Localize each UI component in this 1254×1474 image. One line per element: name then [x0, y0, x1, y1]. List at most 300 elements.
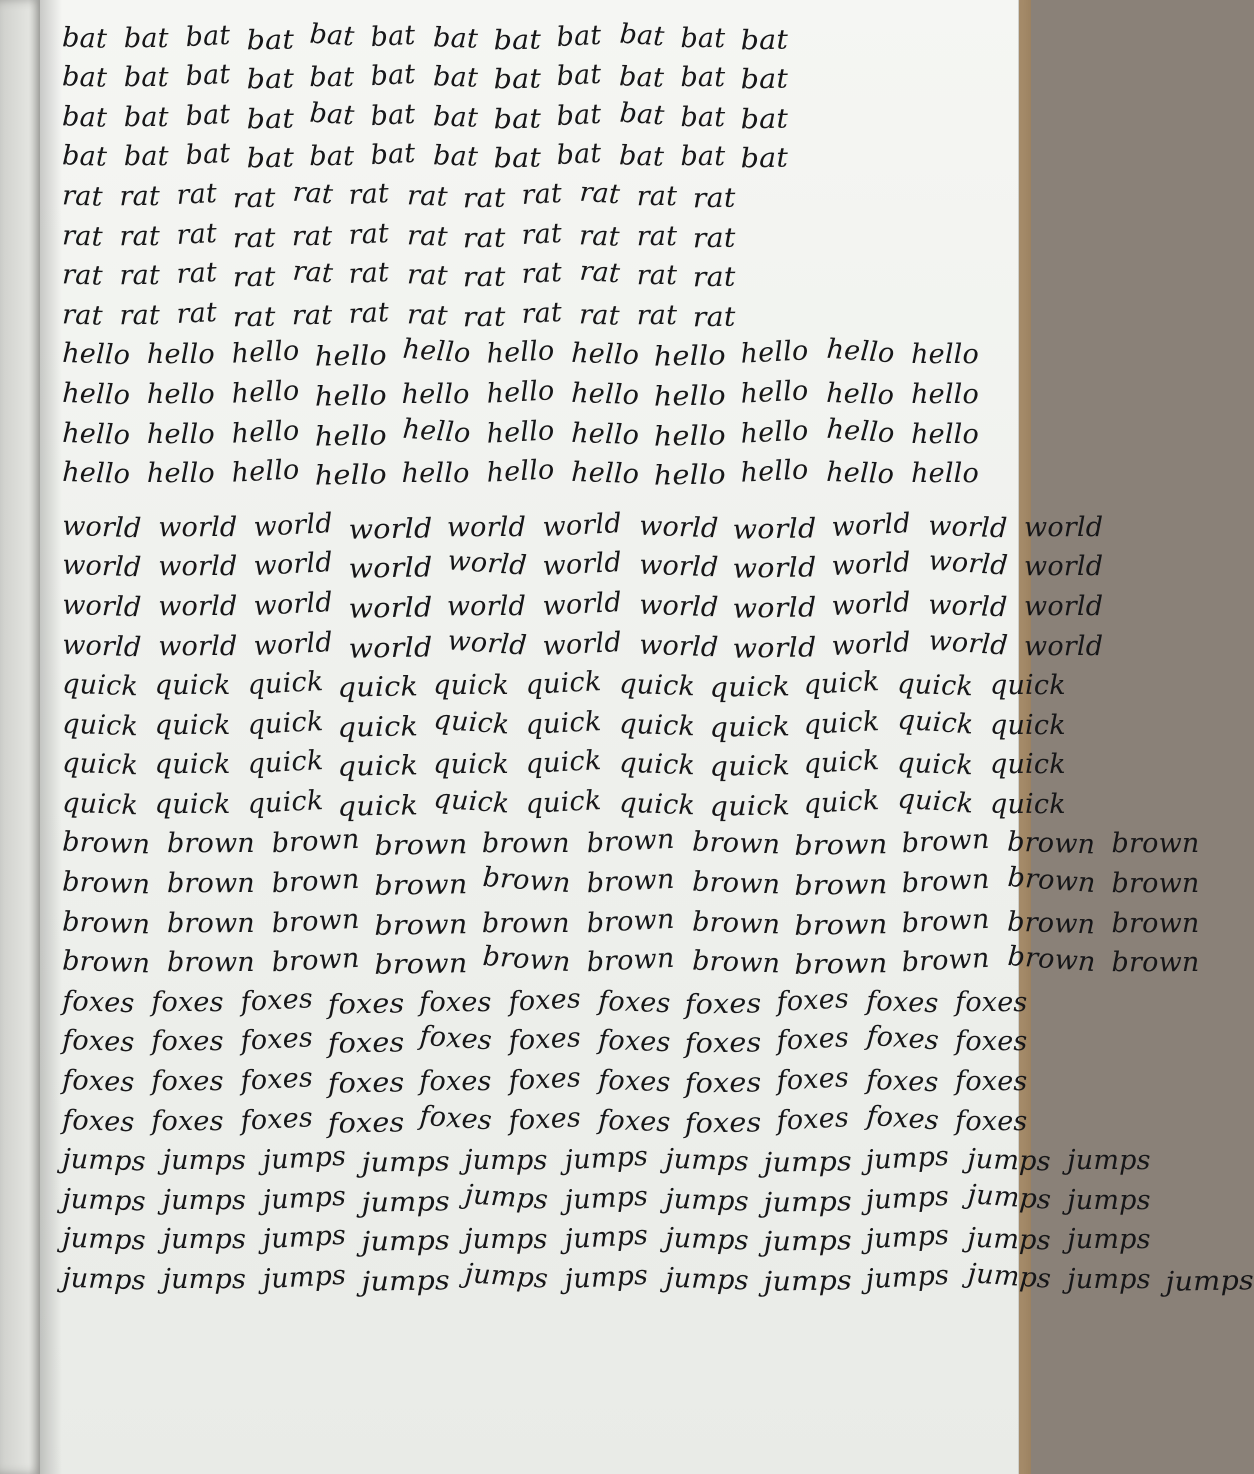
handwritten-word: quick — [61, 787, 139, 822]
handwritten-word: hello — [314, 380, 387, 413]
handwritten-word: hello — [911, 339, 979, 371]
handwritten-word: bat — [555, 138, 602, 172]
handwritten-word: brown — [270, 903, 361, 939]
handwritten-word: bat — [309, 141, 355, 173]
handwritten-word: foxes — [327, 1027, 405, 1061]
handwritten-line — [61, 939, 1200, 982]
handwritten-line — [62, 331, 1012, 371]
handwritten-word: hello — [911, 418, 979, 450]
handwritten-line — [61, 741, 1066, 783]
handwritten-word: foxes — [955, 1026, 1028, 1058]
handwritten-word: quick — [61, 747, 139, 782]
handwritten-word: jumps — [463, 1258, 550, 1295]
handwritten-word: hello — [314, 459, 387, 492]
handwritten-word: rat — [636, 180, 678, 212]
handwritten-word: bat — [555, 19, 602, 53]
handwritten-word: world — [638, 629, 720, 663]
handwritten-word: quick — [618, 787, 696, 822]
handwritten-word: bat — [308, 97, 356, 132]
handwritten-word: brown — [793, 908, 888, 942]
handwritten-word: bat — [308, 18, 356, 53]
handwritten-word: hello — [401, 334, 472, 370]
handwritten-word: rat — [232, 182, 277, 215]
handwritten-word: brown — [270, 863, 361, 900]
handwritten-word: quick — [524, 784, 603, 820]
handwritten-word: brown — [481, 862, 572, 900]
handwritten-line — [61, 370, 1012, 413]
handwritten-word: foxes — [865, 1020, 940, 1057]
handwritten-word: foxes — [327, 1067, 405, 1100]
handwritten-line — [61, 622, 1104, 665]
handwritten-word: foxes — [955, 986, 1028, 1018]
handwritten-word: world — [732, 592, 818, 625]
handwritten-word: foxes — [507, 982, 582, 1018]
handwritten-word: hello — [401, 458, 470, 490]
handwritten-word: foxes — [151, 986, 224, 1018]
handwritten-word: world — [446, 511, 527, 543]
handwritten-word: jumps — [162, 1184, 247, 1216]
handwritten-word: hello — [911, 378, 979, 410]
handwritten-word: jumps — [563, 1259, 649, 1296]
handwritten-line — [61, 291, 1012, 334]
handwritten-word: hello — [61, 456, 131, 491]
handwritten-word: quick — [524, 666, 603, 702]
handwritten-word: jumps — [563, 1220, 649, 1256]
handwritten-word: rat — [175, 296, 218, 330]
handwritten-word: foxes — [775, 1022, 850, 1058]
handwritten-word: hello — [571, 338, 641, 372]
handwritten-word: world — [732, 512, 818, 546]
handwritten-word: rat — [232, 261, 277, 294]
handwritten-word: brown — [61, 906, 151, 941]
handwritten-word: bat — [432, 21, 479, 55]
handwritten-word: hello — [146, 339, 215, 371]
handwritten-word: bat — [245, 24, 294, 57]
handwritten-word: quick — [896, 783, 975, 820]
handwritten-word: quick — [708, 671, 790, 704]
handwritten-line — [61, 859, 1200, 902]
handwritten-word: bat — [370, 59, 417, 93]
handwritten-word: quick — [154, 670, 231, 702]
handwritten-word: bat — [245, 63, 294, 96]
handwritten-word: quick — [618, 708, 696, 743]
handwritten-word: jumps — [664, 1262, 750, 1297]
handwritten-word: bat — [245, 103, 294, 136]
handwritten-word: foxes — [419, 986, 492, 1018]
handwritten-word: hello — [740, 335, 810, 371]
handwritten-word: jumps — [61, 1222, 147, 1257]
handwritten-line — [61, 978, 1028, 1021]
handwritten-word: quick — [433, 670, 509, 702]
handwritten-word: bat — [123, 22, 169, 54]
handwritten-word: quick — [246, 705, 324, 741]
handwritten-word: world — [253, 547, 334, 583]
handwritten-word: bat — [740, 24, 789, 57]
line-gap — [62, 489, 1012, 503]
handwritten-word: foxes — [239, 1062, 314, 1097]
handwritten-word: foxes — [865, 1100, 940, 1137]
handwritten-word: world — [253, 626, 334, 662]
handwritten-word: world — [347, 552, 433, 586]
handwritten-word: brown — [900, 863, 990, 900]
handwritten-word: jumps — [261, 1259, 347, 1296]
handwritten-word: brown — [793, 948, 888, 982]
handwritten-word: world — [732, 631, 818, 665]
handwritten-word: rat — [462, 222, 507, 254]
handwritten-line — [61, 701, 1066, 744]
handwritten-word: foxes — [865, 1064, 939, 1099]
handwritten-word: brown — [373, 948, 468, 982]
handwritten-word: rat — [61, 259, 104, 292]
handwritten-word: quick — [803, 784, 881, 820]
handwritten-word: world — [158, 511, 238, 543]
handwritten-word: jumps — [1067, 1264, 1151, 1295]
handwritten-word: foxes — [151, 1066, 224, 1098]
handwritten-word: quick — [708, 710, 790, 744]
handwritten-word: jumps — [261, 1141, 347, 1177]
handwritten-word: jumps — [966, 1143, 1051, 1178]
handwritten-word: rat — [291, 220, 333, 252]
handwritten-word: hello — [146, 418, 215, 450]
handwritten-word: rat — [520, 296, 563, 330]
handwritten-line — [62, 450, 1012, 490]
handwritten-word: jumps — [162, 1145, 247, 1177]
handwritten-word: rat — [406, 219, 449, 253]
handwritten-word: hello — [740, 414, 810, 450]
handwritten-word: quick — [432, 783, 511, 820]
handwritten-word: rat — [462, 261, 507, 294]
handwritten-word: brown — [900, 824, 990, 860]
handwritten-word: brown — [166, 828, 255, 860]
handwritten-word: brown — [691, 945, 781, 980]
handwritten-word: hello — [401, 413, 472, 449]
handwritten-word: rat — [578, 219, 621, 253]
handwritten-word: rat — [462, 182, 507, 215]
handwritten-word: rat — [578, 255, 622, 290]
handwritten-line — [61, 172, 1012, 215]
handwritten-word: bat — [680, 62, 726, 94]
handwritten-word: jumps — [61, 1262, 147, 1297]
handwritten-word: quick — [803, 666, 881, 702]
handwritten-word: world — [1024, 551, 1104, 583]
handwritten-line — [61, 780, 1066, 823]
handwritten-line — [61, 662, 1066, 704]
handwritten-word: jumps — [464, 1224, 548, 1256]
handwritten-word: quick — [337, 790, 419, 823]
handwritten-word: foxes — [239, 1022, 314, 1058]
handwritten-word: jumps — [762, 1186, 852, 1219]
handwritten-word: foxes — [61, 1064, 136, 1099]
handwritten-line — [62, 133, 1012, 173]
handwritten-word: rat — [348, 257, 391, 291]
handwritten-line — [61, 1216, 1151, 1259]
handwritten-line — [61, 1176, 1151, 1219]
handwritten-word: bat — [618, 61, 665, 94]
handwritten-word: jumps — [762, 1146, 852, 1179]
handwritten-word: bat — [555, 59, 602, 93]
handwritten-word: jumps — [360, 1146, 450, 1179]
handwritten-word: foxes — [684, 988, 762, 1021]
handwritten-word: hello — [146, 378, 215, 410]
handwritten-word: quick — [708, 790, 790, 823]
handwritten-word: bat — [309, 62, 355, 94]
handwritten-word: quick — [803, 745, 881, 781]
handwritten-word: world — [158, 590, 238, 622]
handwritten-line — [61, 93, 1012, 136]
handwritten-word: hello — [61, 338, 131, 372]
handwritten-word: brown — [585, 903, 676, 939]
handwritten-word: foxes — [61, 1104, 136, 1138]
handwritten-word: quick — [154, 788, 231, 820]
handwritten-word: hello — [571, 417, 641, 451]
handwritten-word: jumps — [864, 1180, 950, 1216]
handwritten-word: bat — [184, 138, 231, 172]
handwritten-word: rat — [520, 257, 563, 291]
handwritten-word: bat — [432, 101, 479, 134]
handwritten-word: jumps — [864, 1259, 950, 1296]
handwritten-word: hello — [230, 375, 301, 410]
handwritten-word: foxes — [597, 985, 671, 1020]
handwritten-word: brown — [691, 866, 781, 901]
handwritten-line — [61, 1137, 1151, 1179]
handwritten-word: quick — [803, 705, 881, 741]
handwritten-word: bat — [370, 138, 417, 172]
handwritten-word: hello — [485, 414, 555, 450]
handwritten-line — [62, 212, 1012, 252]
handwritten-word: hello — [653, 419, 727, 453]
handwritten-word: jumps — [1164, 1265, 1254, 1298]
handwritten-word: hello — [571, 377, 641, 412]
handwritten-word: world — [253, 586, 334, 622]
handwritten-word: foxes — [61, 1025, 136, 1059]
handwritten-word: bat — [618, 97, 666, 132]
handwritten-word: brown — [1006, 906, 1096, 941]
handwritten-word: foxes — [955, 1105, 1028, 1137]
handwritten-line — [61, 1018, 1028, 1061]
handwritten-word: rat — [175, 257, 218, 291]
handwritten-text-block — [61, 14, 1254, 1298]
handwritten-word: world — [1024, 511, 1104, 543]
handwritten-word: rat — [348, 217, 391, 251]
handwritten-word: jumps — [762, 1265, 852, 1298]
handwritten-word: jumps — [1067, 1224, 1151, 1256]
handwritten-word: rat — [406, 180, 449, 213]
handwritten-word: brown — [373, 908, 468, 942]
handwritten-word: rat — [175, 177, 218, 212]
handwritten-word: quick — [896, 704, 975, 741]
handwritten-word: hello — [653, 380, 727, 413]
handwritten-word: bat — [740, 63, 789, 96]
handwritten-word: quick — [154, 709, 231, 741]
handwritten-word: world — [638, 510, 720, 545]
handwritten-word: quick — [989, 670, 1066, 702]
handwritten-word: foxes — [418, 1020, 494, 1057]
handwritten-word: brown — [1006, 826, 1096, 861]
handwritten-word: world — [638, 589, 720, 624]
handwritten-line — [61, 820, 1200, 863]
handwritten-word: bat — [245, 142, 294, 175]
handwritten-word: brown — [585, 942, 676, 979]
handwritten-word: rat — [636, 260, 678, 292]
handwritten-word: jumps — [162, 1224, 247, 1256]
handwritten-word: jumps — [864, 1141, 950, 1177]
page-gutter-shadow — [40, 0, 62, 1474]
handwritten-word: brown — [61, 945, 151, 980]
handwritten-word: jumps — [162, 1264, 247, 1295]
handwritten-word: foxes — [597, 1064, 671, 1099]
handwritten-word: world — [927, 545, 1009, 583]
handwritten-word: brown — [166, 947, 255, 979]
handwritten-line — [61, 14, 1012, 57]
handwritten-word: jumps — [563, 1180, 649, 1216]
handwritten-word: brown — [585, 824, 676, 860]
handwritten-word: foxes — [507, 1022, 582, 1058]
handwritten-word: foxes — [597, 1025, 671, 1059]
handwritten-word: bat — [123, 62, 169, 94]
handwritten-word: bat — [740, 142, 789, 175]
handwritten-word: rat — [578, 176, 622, 211]
handwritten-word: rat — [462, 301, 507, 334]
handwritten-word: bat — [184, 19, 231, 53]
handwritten-word: bat — [61, 140, 108, 174]
handwritten-word: hello — [653, 340, 727, 373]
handwritten-word: rat — [692, 182, 737, 215]
handwritten-word: jumps — [966, 1222, 1051, 1257]
handwritten-word: brown — [481, 907, 570, 939]
handwritten-word: world — [541, 586, 623, 622]
handwritten-word: world — [158, 551, 238, 583]
handwritten-word: foxes — [684, 1106, 762, 1140]
handwritten-word: bat — [370, 19, 417, 53]
handwritten-word: foxes — [865, 985, 939, 1020]
handwritten-word: quick — [337, 671, 419, 704]
handwritten-word: bat — [61, 61, 108, 94]
handwritten-word: foxes — [775, 1062, 850, 1097]
handwritten-word: foxes — [955, 1066, 1028, 1098]
handwritten-word: quick — [246, 784, 324, 820]
handwritten-word: hello — [230, 454, 301, 489]
handwritten-word: rat — [692, 222, 737, 254]
handwritten-word: hello — [314, 419, 387, 453]
handwritten-word: brown — [481, 828, 570, 860]
handwritten-line — [61, 410, 1012, 453]
handwritten-word: rat — [636, 220, 678, 252]
handwritten-word: brown — [166, 868, 255, 900]
handwritten-word: world — [61, 629, 142, 663]
handwritten-word: jumps — [61, 1183, 147, 1218]
handwritten-word: world — [347, 512, 433, 546]
handwritten-word: jumps — [261, 1220, 347, 1256]
handwritten-word: foxes — [327, 988, 405, 1021]
handwritten-word: jumps — [563, 1141, 649, 1177]
handwritten-word: quick — [618, 668, 696, 703]
handwritten-word: bat — [184, 59, 231, 93]
handwritten-word: foxes — [151, 1026, 224, 1058]
handwritten-word: foxes — [775, 1101, 850, 1137]
handwritten-word: brown — [373, 869, 468, 902]
handwritten-word: world — [158, 630, 238, 662]
handwritten-word: brown — [691, 906, 781, 941]
handwritten-word: quick — [61, 708, 139, 743]
handwritten-word: foxes — [419, 1066, 492, 1098]
handwritten-word: bat — [680, 141, 726, 173]
handwritten-line — [61, 543, 1104, 586]
handwritten-word: bat — [123, 101, 169, 133]
handwritten-word: rat — [61, 219, 104, 253]
handwritten-word: bat — [123, 141, 169, 173]
handwritten-word: world — [732, 552, 818, 586]
handwritten-line — [61, 582, 1104, 625]
handwritten-word: jumps — [261, 1180, 347, 1216]
handwritten-word: world — [347, 592, 433, 625]
handwritten-word: rat — [520, 217, 563, 251]
handwritten-word: quick — [246, 666, 324, 702]
handwritten-word: world — [446, 545, 528, 583]
handwritten-word: rat — [348, 296, 391, 330]
handwritten-word: jumps — [966, 1178, 1052, 1216]
handwritten-word: jumps — [1067, 1184, 1151, 1216]
handwritten-word: foxes — [507, 1062, 582, 1097]
handwritten-word: quick — [337, 750, 419, 783]
handwritten-word: brown — [270, 824, 361, 860]
handwritten-word: rat — [291, 176, 335, 211]
handwritten-word: brown — [373, 829, 468, 863]
handwritten-word: jumps — [61, 1143, 147, 1178]
handwritten-word: world — [927, 510, 1008, 545]
handwritten-word: jumps — [762, 1225, 852, 1259]
handwritten-word: hello — [825, 413, 896, 449]
handwritten-word: bat — [370, 98, 417, 132]
handwritten-word: world — [927, 589, 1008, 624]
handwritten-line — [61, 1097, 1028, 1140]
handwritten-word: brown — [166, 907, 255, 939]
handwritten-word: bat — [493, 63, 542, 96]
handwritten-word: bat — [432, 140, 479, 174]
handwritten-word: world — [61, 549, 142, 584]
handwritten-word: brown — [270, 942, 361, 979]
handwritten-word: hello — [146, 458, 215, 490]
handwritten-line — [61, 1255, 1254, 1298]
handwritten-word: rat — [291, 299, 333, 331]
handwritten-word: foxes — [61, 985, 136, 1020]
handwritten-word: foxes — [327, 1106, 405, 1140]
handwritten-word: world — [830, 547, 912, 583]
handwritten-word: bat — [61, 101, 108, 134]
handwritten-word: hello — [230, 335, 301, 371]
handwritten-word: hello — [61, 417, 131, 451]
handwritten-word: hello — [825, 334, 896, 370]
handwritten-word: foxes — [684, 1067, 762, 1100]
handwritten-word: rat — [61, 299, 104, 332]
handwritten-word: quick — [246, 745, 324, 781]
handwritten-word: rat — [175, 217, 218, 251]
handwritten-word: jumps — [864, 1220, 950, 1256]
handwritten-word: hello — [911, 458, 979, 490]
handwritten-line — [61, 899, 1200, 942]
handwritten-word: world — [830, 626, 912, 662]
handwritten-word: brown — [1006, 862, 1097, 900]
handwritten-word: quick — [708, 750, 790, 783]
handwritten-word: brown — [585, 863, 676, 900]
handwritten-word: quick — [524, 705, 603, 741]
handwritten-word: bat — [61, 21, 108, 55]
handwritten-word: world — [541, 547, 623, 583]
handwritten-line — [62, 252, 1012, 292]
handwritten-word: rat — [119, 260, 160, 292]
handwritten-word: hello — [825, 456, 895, 491]
handwritten-word: quick — [989, 709, 1066, 741]
handwritten-word: rat — [692, 301, 737, 334]
